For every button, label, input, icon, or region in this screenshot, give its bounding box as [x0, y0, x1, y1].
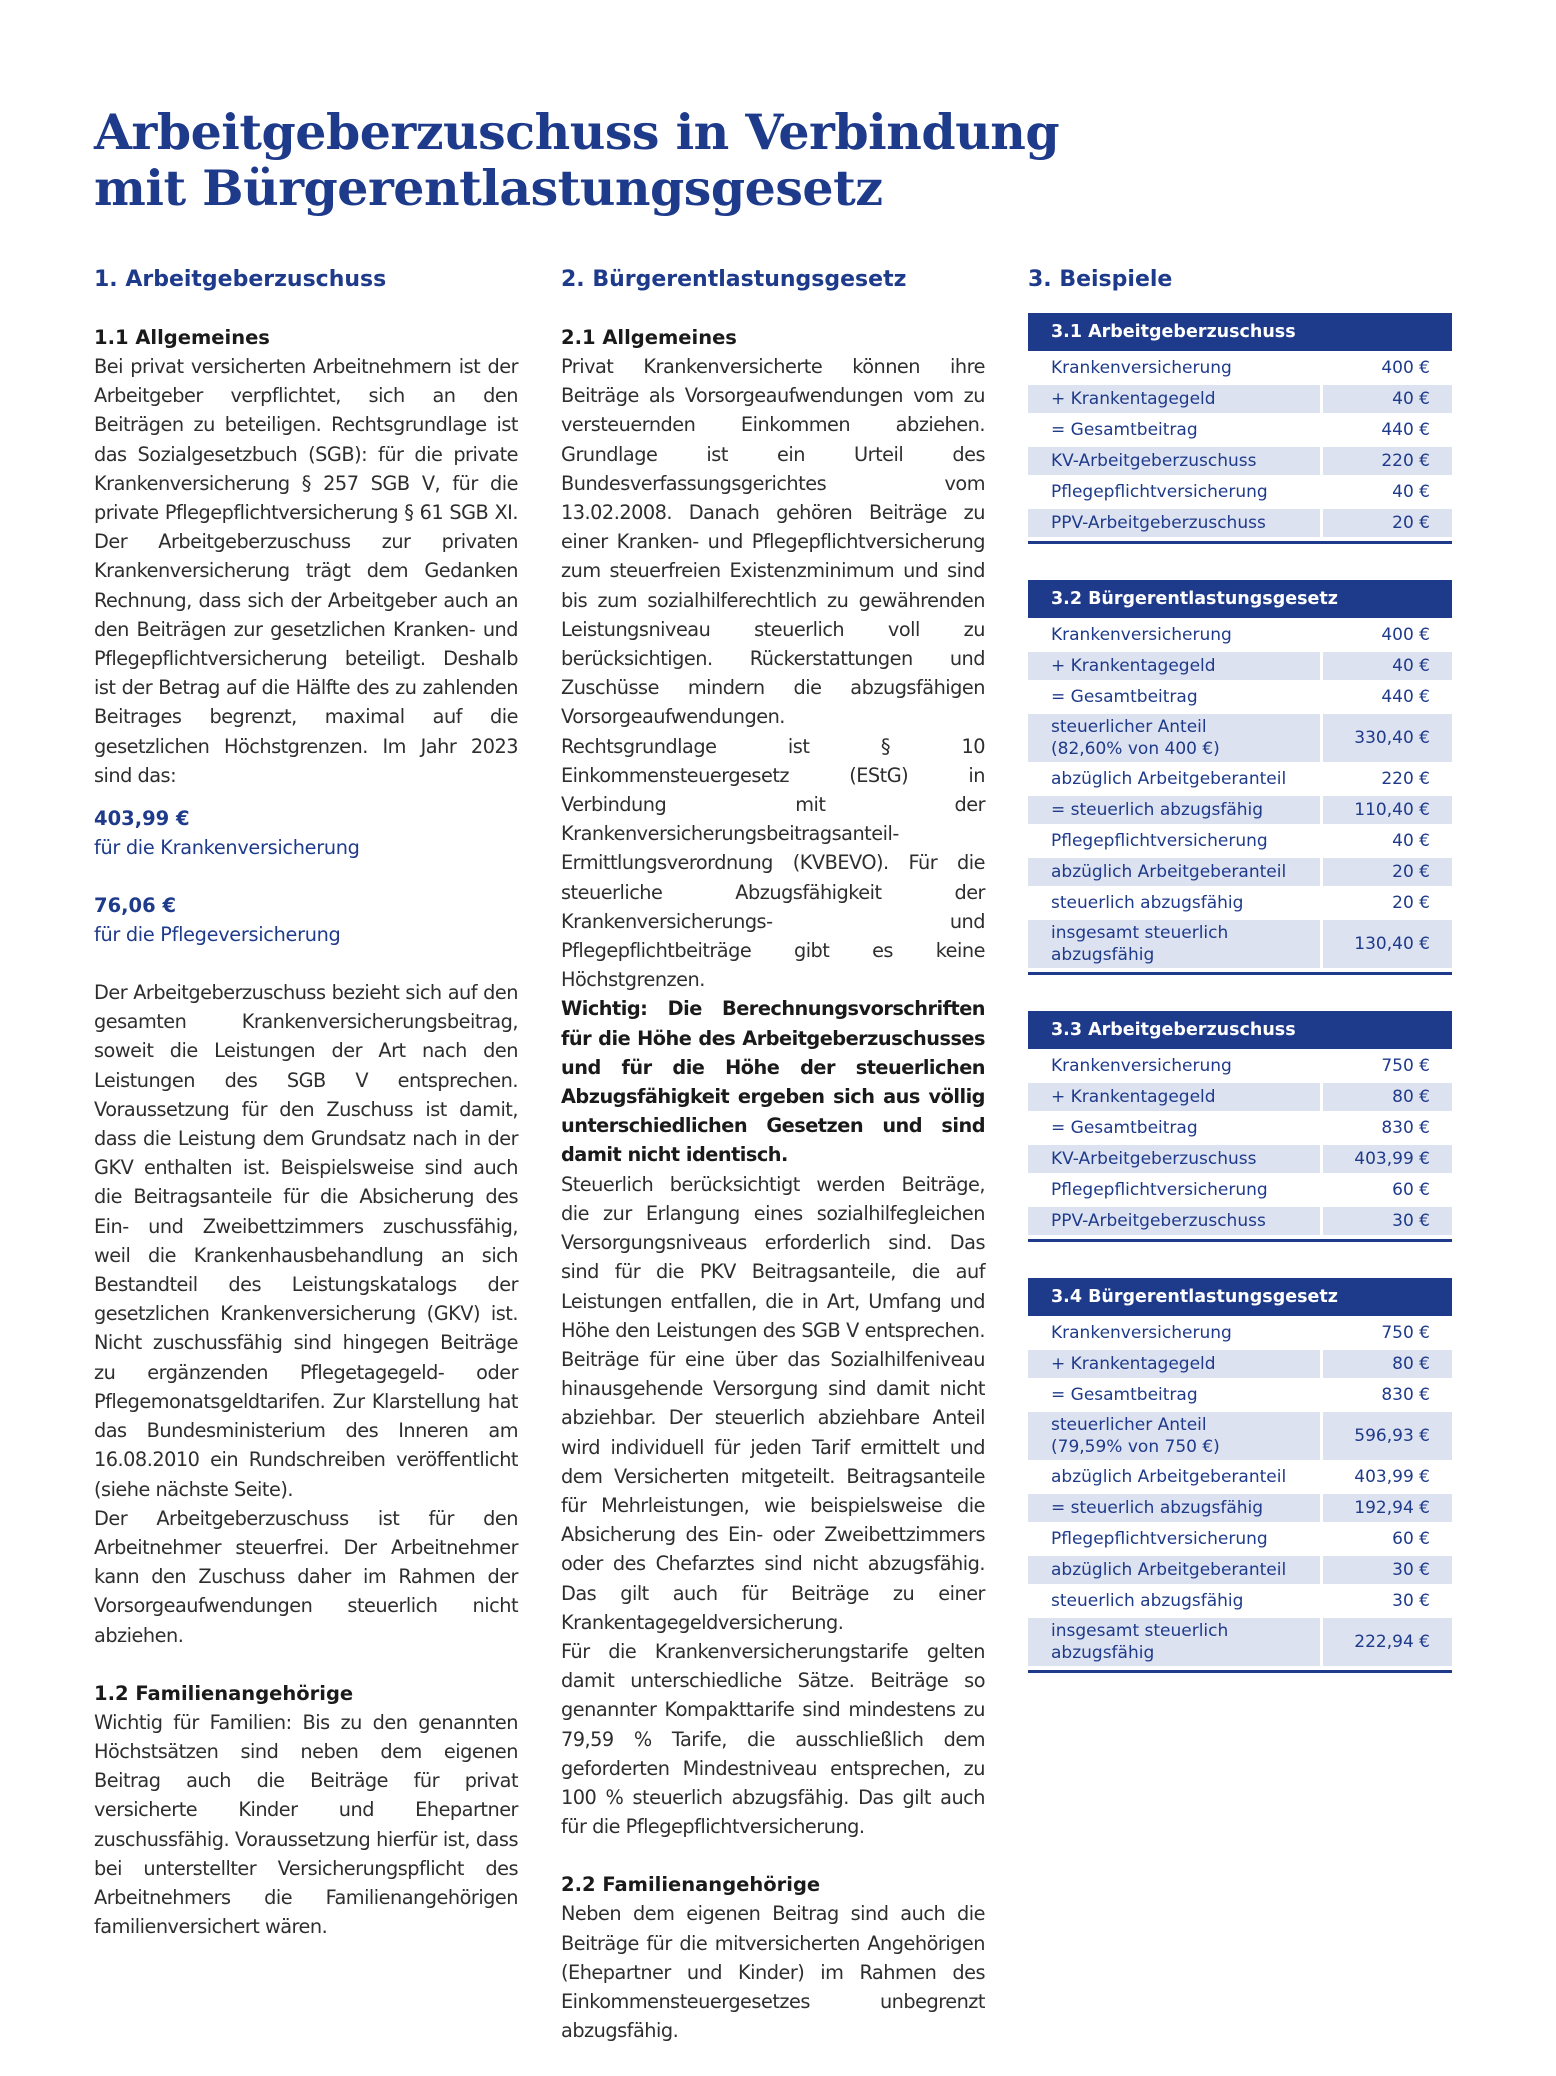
- table-row: [1028, 1145, 1452, 1173]
- row-value: 750 €: [1381, 1323, 1430, 1343]
- table-bottom-rule: [1028, 541, 1452, 544]
- row-value: 40 €: [1392, 482, 1430, 502]
- table-row: [1028, 1207, 1452, 1235]
- paragraph: Der Arbeitgeberzuschuss ist für den Arbeitnehmer steuerfrei. Der Arbeitnehmer kann den Zuschuss daher im Rahmen der Vorsorgeaufwendungen steuerlich nicht abziehen.: [94, 1506, 518, 1647]
- row-value: 60 €: [1392, 1529, 1430, 1549]
- amount-pv: 76,06 €: [94, 894, 177, 918]
- row-label-text: KV-Arbeitgeberzuschuss: [1051, 451, 1257, 471]
- row-label: [1028, 1207, 1320, 1235]
- table-row: [1028, 1618, 1452, 1666]
- row-value: 403,99 €: [1323, 1145, 1452, 1173]
- example-table: [1028, 580, 1452, 975]
- paragraph: Für die Krankenversicherungstarife gelten damit unterschiedliche Sätze. Beiträge so genannter Kompakttarife sind mindestens zu 79,59 % Tarife, die ausschließlich dem geforderten Mindestniveau entsprechen, zu 100 % steuerlich abzugsfähig. Das gilt auch für die Pflegepflichtversicherung.: [561, 1639, 985, 1839]
- row-value: 30 €: [1323, 1556, 1452, 1584]
- row-label-text: insgesamt steuerlich: [1051, 923, 1229, 943]
- row-value: 30 €: [1323, 1207, 1452, 1235]
- row-label-text: PPV-Arbeitgeberzuschuss: [1051, 1211, 1266, 1231]
- row-label: [1028, 765, 1320, 793]
- row-label-text: steuerlich abzugsfähig: [1051, 893, 1244, 913]
- row-label-text: abzüglich Arbeitgeberanteil: [1051, 769, 1287, 789]
- important-note: Wichtig: Die Berechnungsvorschriften für die Höhe des Arbeitgeberzuschusses und für die Höhe der steuerlichen Abzugsfähigkeit ergeben sich aus völlig unterschiedlichen Gesetzen und sind damit nicht identisch.: [561, 997, 985, 1167]
- table-row: [1028, 1350, 1452, 1378]
- paragraph: Steuerlich berücksichtigt werden Beiträge, die zur Erlangung eines sozialhilfegleichen Versorgungsniveaus erforderlich sind. Das sind für die PKV Beitragsanteile, die auf Leistungen entfallen, die in Art, Umfang und Höhe den Leistungen des SGB V entsprechen. Beiträge für eine über das Sozialhilfeniveau hinausgehende Versorgung sind damit nicht abziehbar. Der steuerlich abziehbare Anteil wird individuell für jeden Tarif ermittelt und dem Versicherten mitgeteilt. Beitragsanteile für Mehrleistungen, wie beispielsweise die Absicherung des Ein- oder Zweibettzimmers oder des Chefarztes sind nicht abzugsfähig. Das gilt auch für Beiträge zu einer Krankentagegeldversicherung.: [561, 1172, 985, 1634]
- row-value: 110,40 €: [1323, 796, 1452, 824]
- table-title: 3.4 Bürgerentlastungsgesetz: [1028, 1278, 1452, 1316]
- paragraph: Privat Krankenversicherte können ihre Beiträge als Vorsorgeaufwendungen vom zu versteuernden Einkommen abziehen. Grundlage ist ein Urteil des Bundesverfassungsgerichtes vom 13.02.2008. Danach gehören Beiträge zu einer Kranken- und Pflegepflichtversicherung zum steuerfreien Existenzminimum und sind bis zum sozialhilferechtlich zu gewährenden Leistungsniveau steuerlich voll zu berücksichtigen. Rückerstattungen und Zuschüsse mindern die abzugsfähigen Vorsorgeaufwendungen.: [561, 355, 985, 729]
- table-bottom-rule: [1028, 972, 1452, 975]
- row-label: [1028, 1145, 1320, 1173]
- row-label-text: insgesamt steuerlich: [1051, 1621, 1229, 1641]
- row-value: 80 €: [1323, 1083, 1452, 1111]
- amount-kv-label: für die Krankenversicherung: [94, 836, 360, 860]
- row-label: [1028, 447, 1320, 475]
- table-row: [1028, 1381, 1452, 1409]
- row-value: 220 €: [1381, 769, 1430, 789]
- paragraph: Neben dem eigenen Beitrag sind auch die Beiträge für die mitversicherten Angehörigen (Ehepartner und Kinder) im Rahmen des Einkommensteuergesetzes unbegrenzt abzugsfähig.: [561, 1902, 985, 2043]
- row-label: [1028, 385, 1320, 413]
- column-buergerentlastungsgesetz: [561, 265, 985, 2045]
- row-label-text: Krankenversicherung: [1051, 1323, 1232, 1343]
- row-value: 330,40 €: [1323, 714, 1452, 762]
- row-label: [1028, 1412, 1320, 1460]
- row-label-text: Krankenversicherung: [1051, 358, 1232, 378]
- row-label: [1028, 796, 1320, 824]
- title-line-2: mit Bürgerentlastungsgesetz: [94, 159, 883, 217]
- row-value: 830 €: [1381, 1118, 1430, 1138]
- table-row: [1028, 478, 1452, 506]
- row-label-text: Pflegepflichtversicherung: [1051, 831, 1268, 851]
- row-label: [1028, 1052, 1320, 1080]
- table-row: [1028, 858, 1452, 886]
- row-label-text-2: abzugsfähig: [1051, 1643, 1155, 1663]
- column-beispiele: [1028, 265, 1452, 1709]
- table-row: [1028, 1587, 1452, 1615]
- table-row: [1028, 1463, 1452, 1491]
- example-table: [1028, 313, 1452, 544]
- row-value: 400 €: [1381, 625, 1430, 645]
- table-bottom-rule: [1028, 1670, 1452, 1673]
- table-row: [1028, 509, 1452, 537]
- row-label-text: Krankenversicherung: [1051, 625, 1232, 645]
- column-arbeitgeberzuschuss: [94, 265, 518, 1941]
- row-label-text: + Krankentagegeld: [1051, 389, 1216, 409]
- row-label-text-2: (79,59% von 750 €): [1051, 1437, 1220, 1457]
- row-label-text: Pflegepflichtversicherung: [1051, 1180, 1268, 1200]
- table-row: [1028, 1176, 1452, 1204]
- row-label: [1028, 827, 1320, 855]
- row-label: [1028, 1556, 1320, 1584]
- row-value: 440 €: [1381, 420, 1430, 440]
- table-row: [1028, 714, 1452, 762]
- subsection-heading: 2.2 Familienangehörige: [561, 1873, 821, 1897]
- row-value: 192,94 €: [1323, 1494, 1452, 1522]
- row-value: 40 €: [1392, 831, 1430, 851]
- row-value: 80 €: [1323, 1350, 1452, 1378]
- table-row: [1028, 1114, 1452, 1142]
- row-label: [1028, 1114, 1320, 1142]
- row-label: [1028, 509, 1320, 537]
- row-label-text: + Krankentagegeld: [1051, 1354, 1216, 1374]
- row-value: 596,93 €: [1323, 1412, 1452, 1460]
- paragraph: Rechtsgrundlage ist § 10 Einkommensteuergesetz (EStG) in Verbindung mit der Krankenversicherungsbeitragsanteil-Ermittlungsverordnung (KVBEVO). Für die steuerliche Abzugsfähigkeit der Krankenversicherungs- und Pflegepflichtbeiträge gibt es keine Höchstgrenzen.: [561, 734, 985, 992]
- row-value: 40 €: [1323, 385, 1452, 413]
- row-label: [1028, 478, 1320, 506]
- row-value: 20 €: [1323, 858, 1452, 886]
- row-label-text: = Gesamtbeitrag: [1051, 420, 1198, 440]
- row-label-text: steuerlicher Anteil: [1051, 1415, 1207, 1435]
- table-title: 3.3 Arbeitgeberzuschuss: [1028, 1011, 1452, 1049]
- table-row: [1028, 1525, 1452, 1553]
- table-row: [1028, 447, 1452, 475]
- row-label: [1028, 1525, 1320, 1553]
- row-label-text: = Gesamtbeitrag: [1051, 1385, 1198, 1405]
- row-label-text: Pflegepflichtversicherung: [1051, 1529, 1268, 1549]
- row-label: [1028, 1587, 1320, 1615]
- row-label-text: steuerlicher Anteil: [1051, 717, 1207, 737]
- row-label: [1028, 858, 1320, 886]
- table-row: [1028, 920, 1452, 968]
- table-row: [1028, 621, 1452, 649]
- table-row: [1028, 889, 1452, 917]
- row-label: [1028, 354, 1320, 382]
- amount-pv-label: für die Pflegeversicherung: [94, 923, 341, 947]
- row-value: 20 €: [1323, 509, 1452, 537]
- row-label-text: KV-Arbeitgeberzuschuss: [1051, 1149, 1257, 1169]
- table-row: [1028, 354, 1452, 382]
- table-row: [1028, 827, 1452, 855]
- example-tables: [1028, 313, 1452, 1673]
- table-row: [1028, 1052, 1452, 1080]
- row-label: [1028, 920, 1320, 968]
- table-row: [1028, 1083, 1452, 1111]
- section-heading: 3. Beispiele: [1028, 267, 1173, 292]
- row-label: [1028, 416, 1320, 444]
- table-row: [1028, 683, 1452, 711]
- row-label: [1028, 1618, 1320, 1666]
- table-row: [1028, 416, 1452, 444]
- row-value: 400 €: [1381, 358, 1430, 378]
- amount-kv: 403,99 €: [94, 807, 190, 831]
- row-label-text: abzüglich Arbeitgeberanteil: [1051, 1467, 1287, 1487]
- section-heading: 1. Arbeitgeberzuschuss: [94, 267, 387, 292]
- row-label-text: PPV-Arbeitgeberzuschuss: [1051, 513, 1266, 533]
- example-table: [1028, 1278, 1452, 1673]
- row-value: 830 €: [1381, 1385, 1430, 1405]
- subsection-heading: 1.2 Familienangehörige: [94, 1681, 354, 1705]
- row-label-text: = steuerlich abzugsfähig: [1051, 800, 1264, 820]
- table-row: [1028, 1556, 1452, 1584]
- row-label-text: abzüglich Arbeitgeberanteil: [1051, 1560, 1287, 1580]
- table-bottom-rule: [1028, 1239, 1452, 1242]
- row-label-text: + Krankentagegeld: [1051, 1087, 1216, 1107]
- row-value: 750 €: [1381, 1056, 1430, 1076]
- row-label-text: + Krankentagegeld: [1051, 656, 1216, 676]
- row-label: [1028, 683, 1320, 711]
- row-label-text: Pflegepflichtversicherung: [1051, 482, 1268, 502]
- subsection-heading: 1.1 Allgemeines: [94, 326, 270, 349]
- table-row: [1028, 765, 1452, 793]
- table-row: [1028, 385, 1452, 413]
- row-label: [1028, 652, 1320, 680]
- row-value: 222,94 €: [1323, 1618, 1452, 1666]
- row-label: [1028, 1494, 1320, 1522]
- row-value: 40 €: [1323, 652, 1452, 680]
- table-row: [1028, 1494, 1452, 1522]
- row-value: 60 €: [1392, 1180, 1430, 1200]
- row-label: [1028, 1381, 1320, 1409]
- row-label: [1028, 714, 1320, 762]
- row-label-text: abzüglich Arbeitgeberanteil: [1051, 862, 1287, 882]
- row-label-text: steuerlich abzugsfähig: [1051, 1591, 1244, 1611]
- row-value: 130,40 €: [1323, 920, 1452, 968]
- row-label-text: Krankenversicherung: [1051, 1056, 1232, 1076]
- row-label-text: = steuerlich abzugsfähig: [1051, 1498, 1264, 1518]
- paragraph: Wichtig für Familien: Bis zu den genannten Höchstsätzen sind neben dem eigenen Beitrag auch die Beiträge für privat versicherte Kinder und Ehepartner zuschussfähig. Voraussetzung hierfür ist, dass bei unterstellter Versicherungspflicht des Arbeitnehmers die Familienangehörigen familienversichert wären.: [94, 1710, 518, 1939]
- row-label: [1028, 1083, 1320, 1111]
- row-value: 30 €: [1392, 1591, 1430, 1611]
- table-row: [1028, 796, 1452, 824]
- row-label: [1028, 1350, 1320, 1378]
- table-row: [1028, 652, 1452, 680]
- row-label: [1028, 889, 1320, 917]
- row-label-text-2: abzugsfähig: [1051, 945, 1155, 965]
- section-heading: 2. Bürgerentlastungsgesetz: [561, 267, 907, 292]
- row-label-text: = Gesamtbeitrag: [1051, 1118, 1198, 1138]
- table-title: 3.1 Arbeitgeberzuschuss: [1028, 313, 1452, 351]
- table-row: [1028, 1412, 1452, 1460]
- row-label: [1028, 1463, 1320, 1491]
- page-title: [94, 104, 1194, 216]
- paragraph: Bei privat versicherten Arbeitnehmern ist der Arbeitgeber verpflichtet, sich an den Beiträgen zu beteiligen. Rechtsgrundlage ist das Sozialgesetzbuch (SGB): für die private Krankenversicherung § 257 SGB V, für die private Pflegepflichtversicherung § 61 SGB XI. Der Arbeitgeberzuschuss zur privaten Krankenversicherung trägt dem Gedanken Rechnung, dass sich der Arbeitgeber auch an den Beiträgen zur gesetzlichen Kranken- und Pflegepflichtversicherung beteiligt. Deshalb ist der Betrag auf die Hälfte des zu zahlenden Beitrages begrenzt, maximal auf die gesetzlichen Höchstgrenzen. Im Jahr 2023 sind das:: [94, 355, 518, 787]
- row-label-text-2: (82,60% von 400 €): [1051, 739, 1220, 759]
- row-value: 220 €: [1323, 447, 1452, 475]
- table-row: [1028, 1319, 1452, 1347]
- row-value: 440 €: [1381, 687, 1430, 707]
- subsection-heading: 2.1 Allgemeines: [561, 326, 737, 349]
- title-line-1: Arbeitgeberzuschuss in Verbindung: [94, 103, 1060, 161]
- row-label: [1028, 1176, 1320, 1204]
- row-value: 403,99 €: [1354, 1467, 1430, 1487]
- row-label-text: = Gesamtbeitrag: [1051, 687, 1198, 707]
- paragraph: Der Arbeitgeberzuschuss bezieht sich auf den gesamten Krankenversicherungsbeitrag, soweit die Leistungen der Art nach den Leistungen des SGB V entsprechen. Voraussetzung für den Zuschuss ist damit, dass die Leistung dem Grundsatz nach in der GKV enthalten ist. Beispielsweise sind auch die Beitragsanteile für die Absicherung des Ein- und Zweibettzimmers zuschussfähig, weil die Krankenhausbehandlung an sich Bestandteil des Leistungskatalogs der gesetzlichen Krankenversicherung (GKV) ist. Nicht zuschussfähig sind hingegen Beiträge zu ergänzenden Pflegetagegeld- oder Pflegemonatsgeldtarifen. Zur Klarstellung hat das Bundesministerium des Inneren am 16.08.2010 ein Rundschreiben veröffentlicht (siehe nächste Seite).: [94, 981, 518, 1501]
- table-title: 3.2 Bürgerentlastungsgesetz: [1028, 580, 1452, 618]
- example-table: [1028, 1011, 1452, 1242]
- row-value: 20 €: [1392, 893, 1430, 913]
- row-label: [1028, 621, 1320, 649]
- row-label: [1028, 1319, 1320, 1347]
